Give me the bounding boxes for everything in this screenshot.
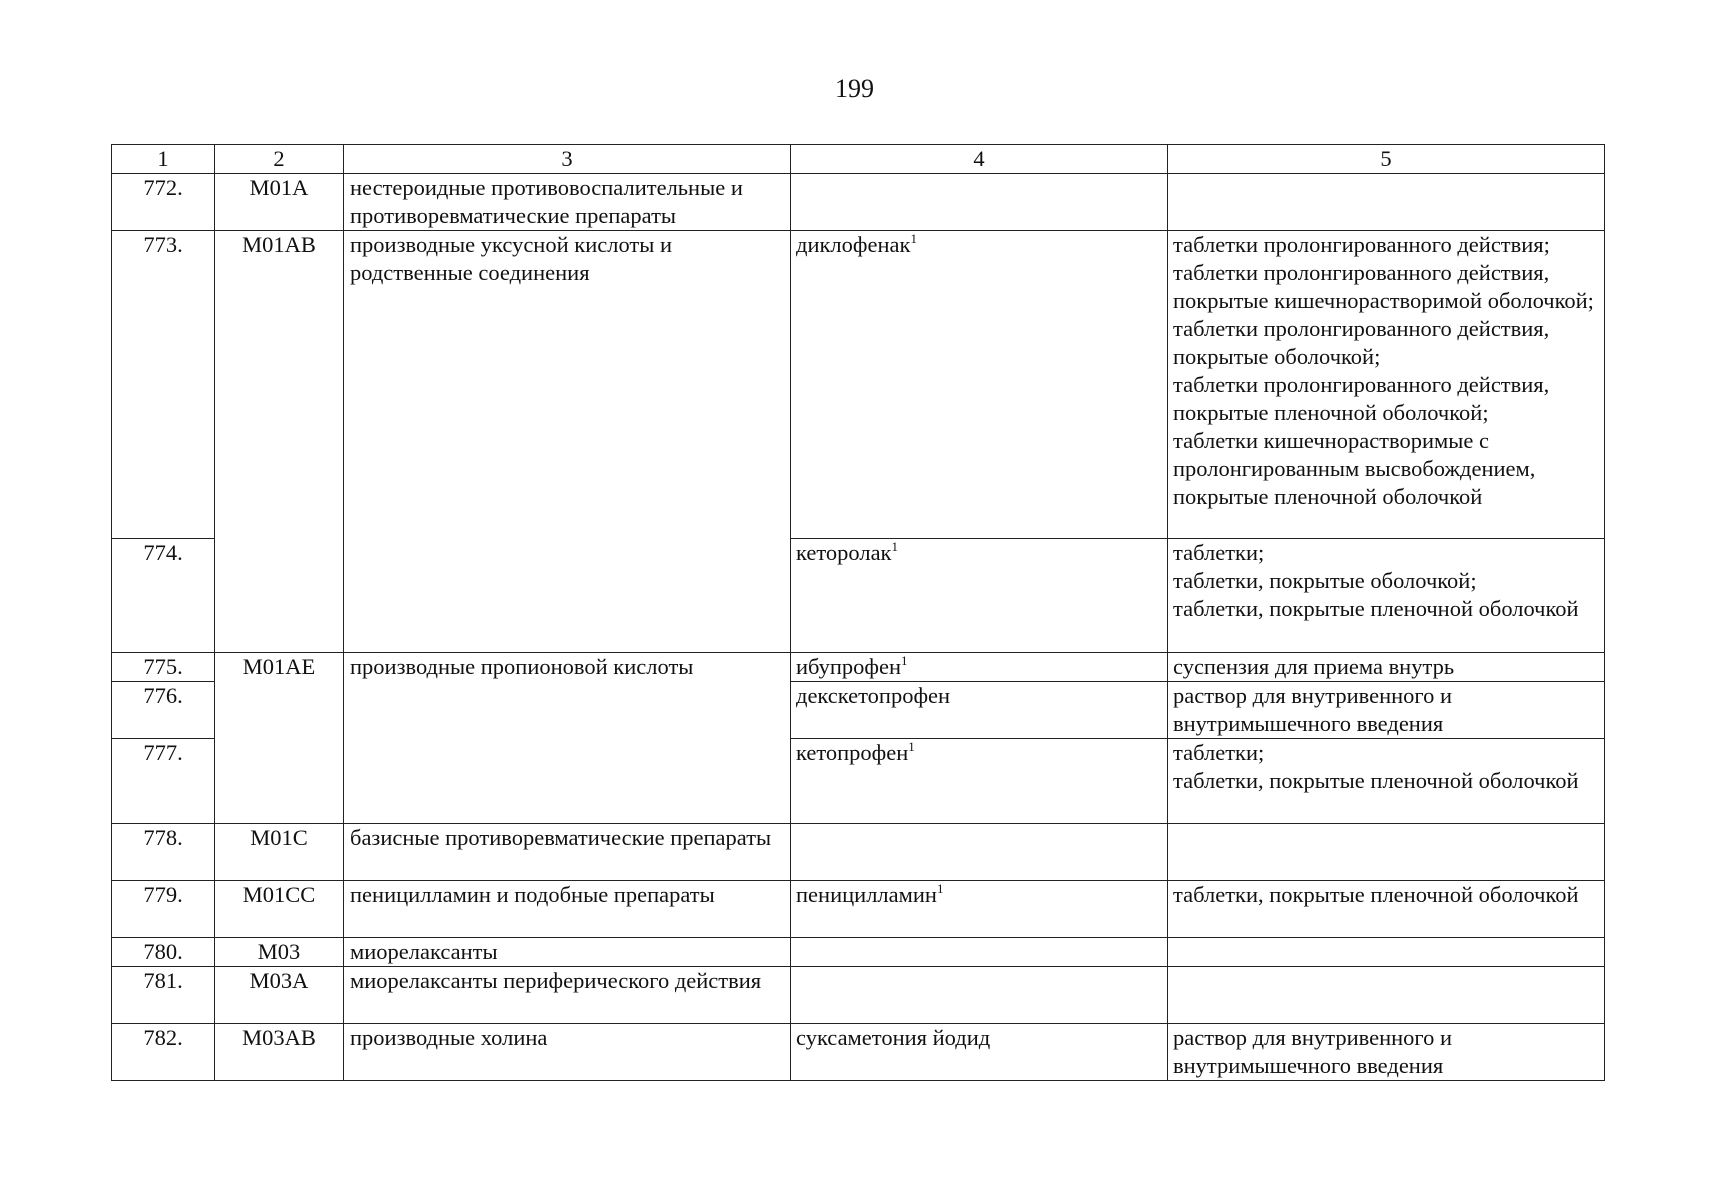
drug-name-text: пеницилламин [796, 882, 937, 907]
table-row [112, 938, 1605, 967]
drug-name [791, 682, 1168, 739]
dosage-form: таблетки пролонгированного действия, покрытые пленочной оболочкой; [1173, 372, 1550, 425]
row-number: 781. [112, 967, 215, 1024]
atc-code: M01C [215, 824, 344, 881]
dosage-forms [1168, 824, 1605, 881]
drug-name-text: кетопрофен [796, 740, 909, 765]
row-number: 777. [112, 739, 215, 824]
group-name: миорелаксанты [344, 938, 791, 967]
dosage-forms [1168, 881, 1605, 938]
table-row [112, 174, 1605, 231]
row-number: 776. [112, 682, 215, 739]
drug-name [791, 174, 1168, 231]
dosage-form: таблетки пролонгированного действия; [1173, 232, 1550, 257]
dosage-form: раствор для внутривенного и внутримышечного введения [1173, 1025, 1453, 1078]
dosage-forms [1168, 938, 1605, 967]
atc-code: M01A [215, 174, 344, 231]
atc-code: M01CC [215, 881, 344, 938]
atc-code: M01AB [215, 231, 344, 653]
atc-code: M03A [215, 967, 344, 1024]
dosage-form: таблетки, покрытые пленочной оболочкой [1173, 882, 1579, 907]
drug-name-text: декскетопрофен [796, 683, 951, 708]
atc-code: M01AE [215, 653, 344, 824]
table-header [112, 145, 1605, 174]
drug-name [791, 881, 1168, 938]
header-col-4: 4 [791, 145, 1168, 174]
dosage-forms [1168, 653, 1605, 682]
drug-name [791, 739, 1168, 824]
dosage-forms [1168, 231, 1605, 539]
group-name: миорелаксанты периферического действия [344, 967, 791, 1024]
atc-code: M03AB [215, 1024, 344, 1081]
drug-table-container [111, 144, 1605, 1081]
group-name: пеницилламин и подобные препараты [344, 881, 791, 938]
header-row [112, 145, 1605, 174]
dosage-forms [1168, 1024, 1605, 1081]
table-row [112, 881, 1605, 938]
dosage-forms [1168, 682, 1605, 739]
drug-name-text: диклофенак [796, 232, 911, 257]
dosage-form: таблетки, покрытые оболочкой; [1173, 568, 1477, 593]
drug-table [111, 144, 1605, 1081]
dosage-forms [1168, 739, 1605, 824]
dosage-form: таблетки; [1173, 540, 1265, 565]
table-row [112, 967, 1605, 1024]
row-number: 773. [112, 231, 215, 539]
drug-name-text: ибупрофен [796, 654, 902, 679]
footnote-marker: 1 [891, 538, 898, 554]
drug-name-text: кеторолак [796, 540, 892, 565]
drug-name [791, 653, 1168, 682]
header-col-2: 2 [215, 145, 344, 174]
row-number: 780. [112, 938, 215, 967]
row-number: 775. [112, 653, 215, 682]
dosage-form: суспензия для приема внутрь [1173, 654, 1455, 679]
row-number: 778. [112, 824, 215, 881]
group-name: производные холина [344, 1024, 791, 1081]
table-row [112, 231, 1605, 539]
footnote-marker: 1 [936, 880, 944, 896]
atc-code: M03 [215, 938, 344, 967]
row-number: 772. [112, 174, 215, 231]
dosage-forms [1168, 174, 1605, 231]
dosage-forms [1168, 539, 1605, 653]
dosage-form: таблетки пролонгированного действия, покрытые кишечнорастворимой оболочкой; [1173, 260, 1594, 313]
group-name: производные пропионовой кислоты [344, 653, 791, 824]
dosage-form: таблетки, покрытые пленочной оболочкой [1173, 768, 1579, 793]
dosage-form: таблетки кишечнорастворимые с пролонгированным высвобождением, покрытые пленочной оболочкой [1173, 428, 1536, 509]
dosage-forms [1168, 967, 1605, 1024]
group-name: базисные противоревматические препараты [344, 824, 791, 881]
dosage-form: таблетки, покрытые пленочной оболочкой [1173, 596, 1579, 621]
drug-name [791, 967, 1168, 1024]
drug-name [791, 1024, 1168, 1081]
drug-name [791, 539, 1168, 653]
table-row [112, 824, 1605, 881]
row-number: 779. [112, 881, 215, 938]
table-body [112, 174, 1605, 1081]
header-col-5: 5 [1168, 145, 1605, 174]
dosage-form: раствор для внутривенного и внутримышечного введения [1173, 683, 1453, 736]
drug-name-text: суксаметония йодид [796, 1025, 991, 1050]
footnote-marker: 1 [910, 230, 917, 246]
footnote-marker: 1 [908, 738, 915, 754]
header-col-1: 1 [112, 145, 215, 174]
row-number: 782. [112, 1024, 215, 1081]
table-row [112, 653, 1605, 682]
row-number: 774. [112, 539, 215, 653]
footnote-marker: 1 [901, 652, 908, 668]
dosage-form: таблетки пролонгированного действия, покрытые оболочкой; [1173, 316, 1550, 369]
dosage-form: таблетки; [1173, 740, 1265, 765]
table-row [112, 1024, 1605, 1081]
drug-name [791, 938, 1168, 967]
drug-name [791, 824, 1168, 881]
group-name: производные уксусной кислоты и родственные соединения [344, 231, 791, 653]
page-number: 199 [835, 74, 874, 103]
header-col-3: 3 [344, 145, 791, 174]
drug-name [791, 231, 1168, 539]
group-name: нестероидные противовоспалительные и противоревматические препараты [344, 174, 791, 231]
